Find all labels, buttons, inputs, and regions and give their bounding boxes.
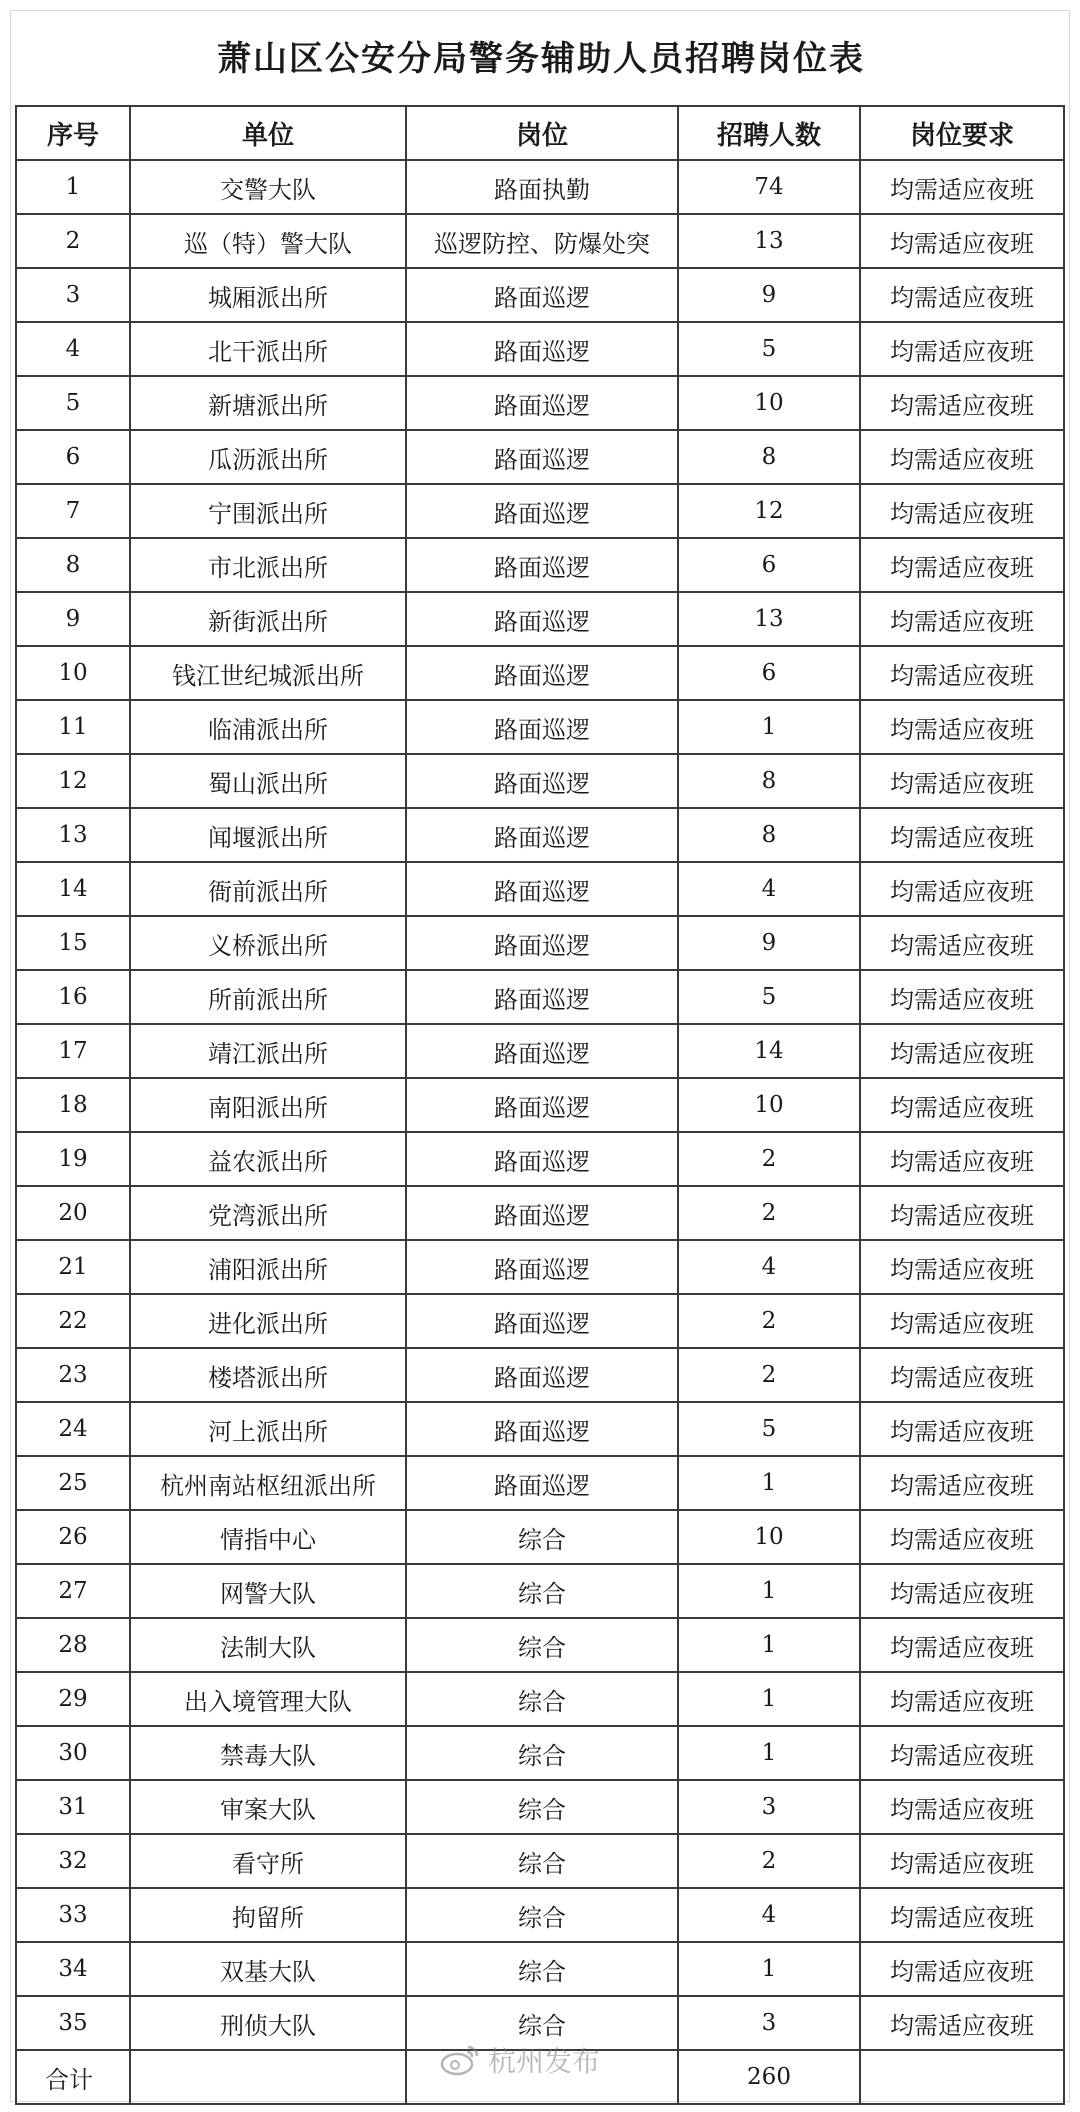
row-count: 2	[678, 1186, 860, 1240]
watermark-text: 杭州发布	[488, 2045, 601, 2078]
row-seq: 18	[16, 1078, 130, 1132]
row-requirement: 均需适应夜班	[860, 1564, 1064, 1618]
row-position: 综合	[406, 1996, 678, 2050]
row-requirement: 均需适应夜班	[860, 808, 1064, 862]
row-requirement: 均需适应夜班	[860, 268, 1064, 322]
row-seq: 11	[16, 700, 130, 754]
table-row	[16, 970, 1064, 1024]
row-position: 路面巡逻	[406, 1186, 678, 1240]
row-count: 4	[678, 862, 860, 916]
column-header-position: 岗位	[406, 106, 678, 160]
table-row	[16, 214, 1064, 268]
row-requirement: 均需适应夜班	[860, 970, 1064, 1024]
row-unit: 益农派出所	[130, 1132, 406, 1186]
row-count: 1	[678, 1564, 860, 1618]
row-seq: 2	[16, 214, 130, 268]
row-requirement: 均需适应夜班	[860, 862, 1064, 916]
row-position: 路面巡逻	[406, 646, 678, 700]
row-count: 9	[678, 268, 860, 322]
weibo-icon	[440, 2043, 480, 2077]
row-seq: 22	[16, 1294, 130, 1348]
table-row	[16, 430, 1064, 484]
document-sheet	[10, 10, 1070, 2102]
row-requirement: 均需适应夜班	[860, 484, 1064, 538]
row-seq: 27	[16, 1564, 130, 1618]
row-position: 路面巡逻	[406, 322, 678, 376]
row-count: 8	[678, 430, 860, 484]
row-seq: 15	[16, 916, 130, 970]
row-count: 9	[678, 916, 860, 970]
row-count: 13	[678, 592, 860, 646]
row-count: 13	[678, 214, 860, 268]
row-requirement: 均需适应夜班	[860, 1672, 1064, 1726]
table-row	[16, 1240, 1064, 1294]
row-position: 路面巡逻	[406, 484, 678, 538]
row-position: 路面巡逻	[406, 916, 678, 970]
row-unit: 禁毒大队	[130, 1726, 406, 1780]
column-header-seq: 序号	[16, 106, 130, 160]
total-empty-cell	[860, 2050, 1064, 2104]
row-unit: 交警大队	[130, 160, 406, 214]
row-unit: 出入境管理大队	[130, 1672, 406, 1726]
row-seq: 4	[16, 322, 130, 376]
row-seq: 26	[16, 1510, 130, 1564]
row-seq: 16	[16, 970, 130, 1024]
table-row	[16, 646, 1064, 700]
row-unit: 浦阳派出所	[130, 1240, 406, 1294]
table-row	[16, 484, 1064, 538]
recruitment-table	[15, 105, 1065, 2105]
row-seq: 23	[16, 1348, 130, 1402]
row-unit: 新街派出所	[130, 592, 406, 646]
row-position: 综合	[406, 1510, 678, 1564]
row-position: 路面巡逻	[406, 268, 678, 322]
total-label: 合计	[16, 2050, 130, 2104]
row-count: 12	[678, 484, 860, 538]
watermark	[440, 2040, 600, 2080]
row-unit: 南阳派出所	[130, 1078, 406, 1132]
row-requirement: 均需适应夜班	[860, 700, 1064, 754]
row-seq: 25	[16, 1456, 130, 1510]
row-unit: 闻堰派出所	[130, 808, 406, 862]
row-requirement: 均需适应夜班	[860, 1510, 1064, 1564]
row-requirement: 均需适应夜班	[860, 376, 1064, 430]
row-position: 路面巡逻	[406, 1024, 678, 1078]
row-unit: 杭州南站枢纽派出所	[130, 1456, 406, 1510]
row-unit: 市北派出所	[130, 538, 406, 592]
row-count: 2	[678, 1294, 860, 1348]
row-unit: 瓜沥派出所	[130, 430, 406, 484]
table-row	[16, 1078, 1064, 1132]
row-requirement: 均需适应夜班	[860, 1294, 1064, 1348]
row-unit: 蜀山派出所	[130, 754, 406, 808]
row-requirement: 均需适应夜班	[860, 754, 1064, 808]
row-count: 5	[678, 970, 860, 1024]
row-seq: 35	[16, 1996, 130, 2050]
row-count: 10	[678, 1078, 860, 1132]
row-unit: 双基大队	[130, 1942, 406, 1996]
row-count: 1	[678, 700, 860, 754]
row-requirement: 均需适应夜班	[860, 646, 1064, 700]
row-requirement: 均需适应夜班	[860, 538, 1064, 592]
column-header-requirement: 岗位要求	[860, 106, 1064, 160]
row-unit: 衙前派出所	[130, 862, 406, 916]
table-row	[16, 268, 1064, 322]
row-requirement: 均需适应夜班	[860, 592, 1064, 646]
row-requirement: 均需适应夜班	[860, 322, 1064, 376]
row-seq: 32	[16, 1834, 130, 1888]
row-unit: 刑侦大队	[130, 1996, 406, 2050]
row-position: 路面巡逻	[406, 1456, 678, 1510]
table-row	[16, 538, 1064, 592]
row-seq: 21	[16, 1240, 130, 1294]
row-requirement: 均需适应夜班	[860, 1456, 1064, 1510]
table-row	[16, 376, 1064, 430]
row-requirement: 均需适应夜班	[860, 160, 1064, 214]
row-seq: 9	[16, 592, 130, 646]
row-count: 10	[678, 1510, 860, 1564]
table-row	[16, 1780, 1064, 1834]
row-unit: 所前派出所	[130, 970, 406, 1024]
row-seq: 19	[16, 1132, 130, 1186]
table-row	[16, 916, 1064, 970]
row-count: 10	[678, 376, 860, 430]
table-row	[16, 1402, 1064, 1456]
table-row	[16, 1348, 1064, 1402]
row-position: 路面巡逻	[406, 1294, 678, 1348]
row-seq: 5	[16, 376, 130, 430]
row-unit: 情指中心	[130, 1510, 406, 1564]
row-seq: 20	[16, 1186, 130, 1240]
column-header-count: 招聘人数	[678, 106, 860, 160]
row-seq: 14	[16, 862, 130, 916]
row-unit: 临浦派出所	[130, 700, 406, 754]
row-requirement: 均需适应夜班	[860, 1240, 1064, 1294]
row-seq: 34	[16, 1942, 130, 1996]
row-count: 3	[678, 1996, 860, 2050]
row-count: 8	[678, 808, 860, 862]
table-row	[16, 1726, 1064, 1780]
row-count: 1	[678, 1618, 860, 1672]
page-title: 萧山区公安分局警务辅助人员招聘岗位表	[217, 38, 865, 79]
row-position: 综合	[406, 1618, 678, 1672]
row-requirement: 均需适应夜班	[860, 1024, 1064, 1078]
row-unit: 党湾派出所	[130, 1186, 406, 1240]
row-count: 74	[678, 160, 860, 214]
row-requirement: 均需适应夜班	[860, 430, 1064, 484]
row-position: 综合	[406, 1834, 678, 1888]
table-row	[16, 1294, 1064, 1348]
row-count: 4	[678, 1240, 860, 1294]
row-requirement: 均需适应夜班	[860, 1780, 1064, 1834]
row-seq: 6	[16, 430, 130, 484]
row-position: 综合	[406, 1780, 678, 1834]
row-position: 路面巡逻	[406, 1240, 678, 1294]
row-count: 1	[678, 1672, 860, 1726]
row-position: 路面巡逻	[406, 376, 678, 430]
row-position: 路面巡逻	[406, 1078, 678, 1132]
table-row	[16, 1564, 1064, 1618]
row-requirement: 均需适应夜班	[860, 1942, 1064, 1996]
row-requirement: 均需适应夜班	[860, 1132, 1064, 1186]
row-seq: 7	[16, 484, 130, 538]
row-unit: 巡（特）警大队	[130, 214, 406, 268]
row-count: 5	[678, 1402, 860, 1456]
column-header-unit: 单位	[130, 106, 406, 160]
row-seq: 30	[16, 1726, 130, 1780]
row-seq: 28	[16, 1618, 130, 1672]
row-seq: 31	[16, 1780, 130, 1834]
table-row	[16, 1888, 1064, 1942]
table-row	[16, 160, 1064, 214]
row-position: 路面巡逻	[406, 1402, 678, 1456]
row-count: 8	[678, 754, 860, 808]
row-unit: 进化派出所	[130, 1294, 406, 1348]
table-row	[16, 808, 1064, 862]
table-row	[16, 1618, 1064, 1672]
row-seq: 8	[16, 538, 130, 592]
table-row	[16, 1024, 1064, 1078]
row-count: 1	[678, 1942, 860, 1996]
table-row	[16, 862, 1064, 916]
table-row	[16, 592, 1064, 646]
row-count: 14	[678, 1024, 860, 1078]
row-unit: 楼塔派出所	[130, 1348, 406, 1402]
total-empty-cell	[130, 2050, 406, 2104]
row-count: 6	[678, 538, 860, 592]
row-seq: 3	[16, 268, 130, 322]
row-count: 3	[678, 1780, 860, 1834]
row-count: 6	[678, 646, 860, 700]
row-count: 2	[678, 1132, 860, 1186]
table-body	[16, 160, 1064, 2050]
table-row	[16, 1132, 1064, 1186]
row-position: 路面巡逻	[406, 538, 678, 592]
row-unit: 靖江派出所	[130, 1024, 406, 1078]
row-count: 2	[678, 1834, 860, 1888]
row-count: 1	[678, 1456, 860, 1510]
row-seq: 1	[16, 160, 130, 214]
row-unit: 法制大队	[130, 1618, 406, 1672]
total-count: 260	[678, 2050, 860, 2104]
table-row	[16, 700, 1064, 754]
row-position: 综合	[406, 1942, 678, 1996]
row-position: 路面巡逻	[406, 700, 678, 754]
row-position: 路面巡逻	[406, 1348, 678, 1402]
row-requirement: 均需适应夜班	[860, 214, 1064, 268]
row-position: 路面巡逻	[406, 592, 678, 646]
row-seq: 13	[16, 808, 130, 862]
row-requirement: 均需适应夜班	[860, 1348, 1064, 1402]
row-requirement: 均需适应夜班	[860, 1078, 1064, 1132]
row-position: 综合	[406, 1726, 678, 1780]
row-count: 2	[678, 1348, 860, 1402]
table-row	[16, 1510, 1064, 1564]
row-seq: 10	[16, 646, 130, 700]
row-seq: 29	[16, 1672, 130, 1726]
row-unit: 钱江世纪城派出所	[130, 646, 406, 700]
row-position: 综合	[406, 1888, 678, 1942]
row-unit: 网警大队	[130, 1564, 406, 1618]
row-unit: 河上派出所	[130, 1402, 406, 1456]
row-count: 4	[678, 1888, 860, 1942]
row-unit: 义桥派出所	[130, 916, 406, 970]
row-seq: 33	[16, 1888, 130, 1942]
table-row	[16, 1834, 1064, 1888]
table-row	[16, 1186, 1064, 1240]
row-position: 路面巡逻	[406, 808, 678, 862]
row-position: 路面巡逻	[406, 430, 678, 484]
row-unit: 城厢派出所	[130, 268, 406, 322]
row-unit: 北干派出所	[130, 322, 406, 376]
row-unit: 新塘派出所	[130, 376, 406, 430]
row-position: 综合	[406, 1672, 678, 1726]
row-requirement: 均需适应夜班	[860, 1996, 1064, 2050]
row-position: 巡逻防控、防爆处突	[406, 214, 678, 268]
row-count: 5	[678, 322, 860, 376]
row-position: 路面巡逻	[406, 970, 678, 1024]
row-position: 路面执勤	[406, 160, 678, 214]
row-requirement: 均需适应夜班	[860, 1888, 1064, 1942]
row-requirement: 均需适应夜班	[860, 916, 1064, 970]
row-unit: 看守所	[130, 1834, 406, 1888]
row-requirement: 均需适应夜班	[860, 1186, 1064, 1240]
row-position: 路面巡逻	[406, 754, 678, 808]
row-position: 综合	[406, 1564, 678, 1618]
row-seq: 12	[16, 754, 130, 808]
row-position: 路面巡逻	[406, 862, 678, 916]
row-unit: 审案大队	[130, 1780, 406, 1834]
row-requirement: 均需适应夜班	[860, 1726, 1064, 1780]
row-requirement: 均需适应夜班	[860, 1834, 1064, 1888]
row-requirement: 均需适应夜班	[860, 1402, 1064, 1456]
row-seq: 24	[16, 1402, 130, 1456]
row-position: 路面巡逻	[406, 1132, 678, 1186]
row-requirement: 均需适应夜班	[860, 1618, 1064, 1672]
table-row	[16, 1456, 1064, 1510]
table-row	[16, 754, 1064, 808]
row-count: 1	[678, 1726, 860, 1780]
row-seq: 17	[16, 1024, 130, 1078]
table-row	[16, 1942, 1064, 1996]
row-unit: 拘留所	[130, 1888, 406, 1942]
table-row	[16, 1672, 1064, 1726]
table-row	[16, 322, 1064, 376]
table-header-row	[16, 106, 1064, 160]
row-unit: 宁围派出所	[130, 484, 406, 538]
